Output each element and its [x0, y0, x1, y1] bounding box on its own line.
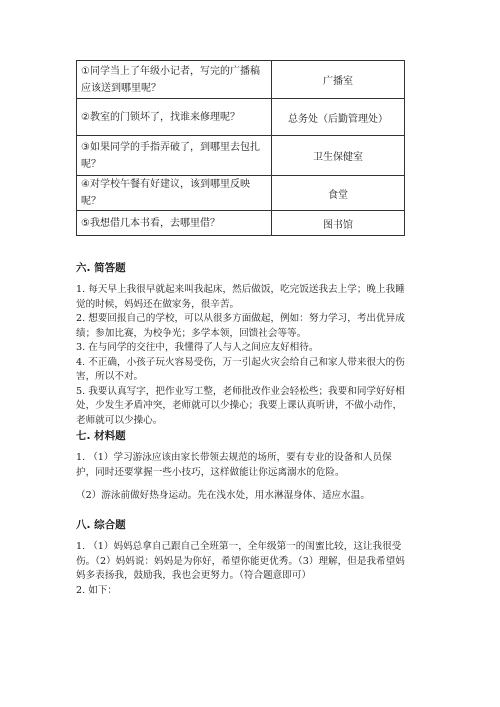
answer-item: 1. （1）妈妈总拿自己跟自己全班第一，全年级第一的闺蜜比较，这让我很受伤。（2）妈妈说：妈妈是为你好，希望你能更优秀。（3）理解，但是我希望妈妈多表扬我，鼓励我，我也会更努力。（符合题意即可）	[76, 541, 405, 581]
answer-item: 2. 想要回报自己的学校，可以从很多方面做起，例如：努力学习，考出优异成绩；参加比赛，为校争光；多学本领，回馈社会等等。	[76, 313, 405, 339]
table-row	[77, 99, 405, 136]
table-question: ②教室的门锁坏了，找谁来修理呢？	[77, 99, 272, 136]
answer-item: 2. 如下：	[76, 584, 117, 596]
places-table	[76, 60, 405, 236]
table-row	[77, 176, 405, 211]
table-answer: 卫生保健室	[272, 136, 405, 176]
answer-item: （2）游泳前做好热身运动。先在浅水处，用水淋湿身体、适应水温。	[76, 490, 370, 501]
answer-item: 4. 不正确，小孩子玩火容易受伤，万一引起火灾会给自己和家人带来很大的伤害，所以不对。	[76, 356, 405, 382]
section-title-comprehensive: 八. 综合题	[76, 519, 126, 531]
table-question: ④对学校午餐有好建议，该到哪里反映呢？	[77, 176, 272, 211]
table-answer: 图书馆	[272, 211, 405, 236]
section-title-short-answer: 六. 简答题	[76, 262, 126, 274]
table-question: ③如果同学的手指弄破了，到哪里去包扎呢？	[77, 136, 272, 176]
table-answer: 食堂	[272, 176, 405, 211]
table-answer: 总务处（后勤管理处）	[272, 99, 405, 136]
answer-item: 1. （1）学习游泳应该由家长带领去规范的场所，要有专业的设备和人员保护，同时还要掌握一些小技巧，这样做能让你远离溺水的危险。	[76, 452, 392, 478]
answer-item: 5. 我要认真写字，把作业写工整，老师批改作业会轻松些；我要和同学好好相处，少发生矛盾冲突，老师就可以少操心；我要上课认真听讲，不做小动作，老师就可以少操心。	[76, 385, 405, 426]
table-question: ①同学当上了年级小记者，写完的广播稿应该送到哪里呢？	[77, 61, 272, 99]
answer-item: 1. 每天早上我很早就起来叫我起床，然后做饭，吃完饭送我去上学；晚上我睡觉的时候，妈妈还在做家务，很辛苦。	[76, 284, 405, 310]
section-title-material: 七. 材料题	[76, 430, 126, 442]
table-row	[77, 136, 405, 176]
table-question: ⑤我想借几本书看，去哪里借？	[77, 211, 272, 236]
short-answer-body	[76, 283, 406, 428]
material-body	[76, 451, 406, 504]
table-row	[77, 61, 405, 99]
answer-item: 3. 在与同学的交往中，我懂得了人与人之间应友好相待。	[76, 342, 319, 353]
table-answer: 广播室	[272, 61, 405, 99]
table-row	[77, 211, 405, 236]
comprehensive-body	[76, 540, 406, 598]
